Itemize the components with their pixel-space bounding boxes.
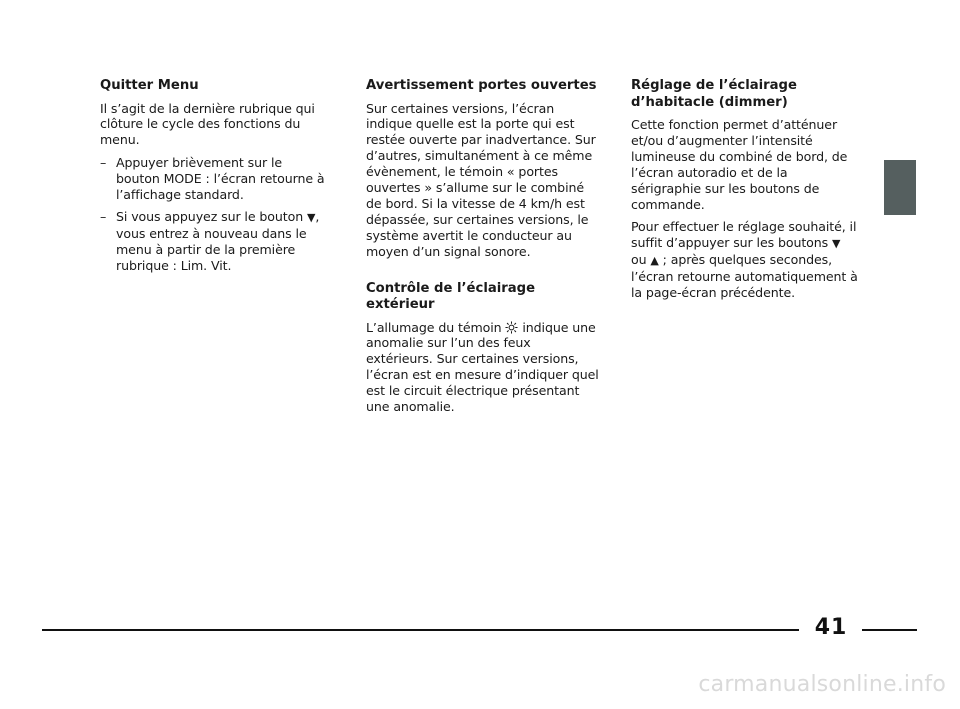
- heading-quitter-menu: Quitter Menu: [100, 78, 199, 93]
- list-item: [100, 155, 326, 203]
- dimmer-text-mid: ou: [631, 252, 651, 268]
- list-item: [100, 209, 326, 274]
- list-item-text-pre: Si vous appuyez sur le bouton: [116, 208, 307, 224]
- footer-rule-right: [862, 629, 917, 631]
- dash-marker: –: [100, 208, 107, 224]
- portes-paragraph: Sur certaines versions, l’écran indique quelle est la porte qui est restée ouverte par inadvertance. Sur d’autres, simultanément à ce même évènement, le témoin « portes ouvertes » s’allume sur le combiné de bord. Si la vitesse de 4 km/h est dépassée, sur certaines versions, le système avertit le conducteur au moyen d’un signal sonore.: [366, 100, 596, 259]
- dimmer-text-post: ; après quelques secondes, l’écran retourne automatiquement à la page-écran précédente.: [631, 252, 858, 301]
- eclairage-text-post: indique une anomalie sur l’un des feux extérieurs. Sur certaines versions, l’écran est en mesure d’indiquer quel est le circuit électrique présentant une anomalie.: [366, 319, 599, 415]
- dimmer-paragraph-1: Cette fonction permet d’atténuer et/ou d’augmenter l’intensité lumineuse du combiné de bord, de l’écran autoradio et de la sérigraphie sur les boutons de commande.: [631, 117, 848, 212]
- eclairage-paragraph: [366, 320, 600, 415]
- column-quitter-menu: [100, 78, 326, 280]
- column-portes-eclairage: [366, 78, 600, 422]
- lamp-warning-icon: [505, 321, 518, 334]
- footer-rule-left: [42, 629, 799, 631]
- dimmer-text-pre: Pour effectuer le réglage souhaité, il suffit d’appuyer sur les boutons: [631, 219, 857, 251]
- down-arrow-icon: ▼: [832, 237, 841, 251]
- dimmer-paragraph-2: [631, 219, 859, 301]
- watermark: carmanualsonline.info: [698, 672, 946, 697]
- column-dimmer: [631, 78, 859, 308]
- quitter-menu-list: [100, 155, 326, 273]
- down-arrow-icon: ▼: [307, 210, 316, 224]
- heading-avertissement-portes: Avertissement portes ouvertes: [366, 78, 597, 93]
- up-arrow-icon: ▲: [650, 254, 659, 268]
- list-item-text-post: , vous entrez à nouveau dans le menu à partir de la première rubrique : Lim. Vit.: [116, 208, 320, 273]
- section-tab-marker: [884, 160, 916, 215]
- heading-controle-eclairage: Contrôle de l’éclairage extérieur: [366, 280, 536, 313]
- quitter-menu-paragraph: Il s’agit de la dernière rubrique qui clôture le cycle des fonctions du menu.: [100, 100, 315, 148]
- eclairage-text-pre: L’allumage du témoin: [366, 319, 506, 335]
- dash-marker: –: [100, 155, 107, 171]
- list-item-text: Appuyer brièvement sur le bouton MODE : l’écran retourne à l’affichage standard.: [116, 155, 325, 203]
- heading-reglage-eclairage: Réglage de l’éclairage d’habitacle (dimmer): [631, 78, 797, 110]
- page-number: 41: [814, 615, 848, 640]
